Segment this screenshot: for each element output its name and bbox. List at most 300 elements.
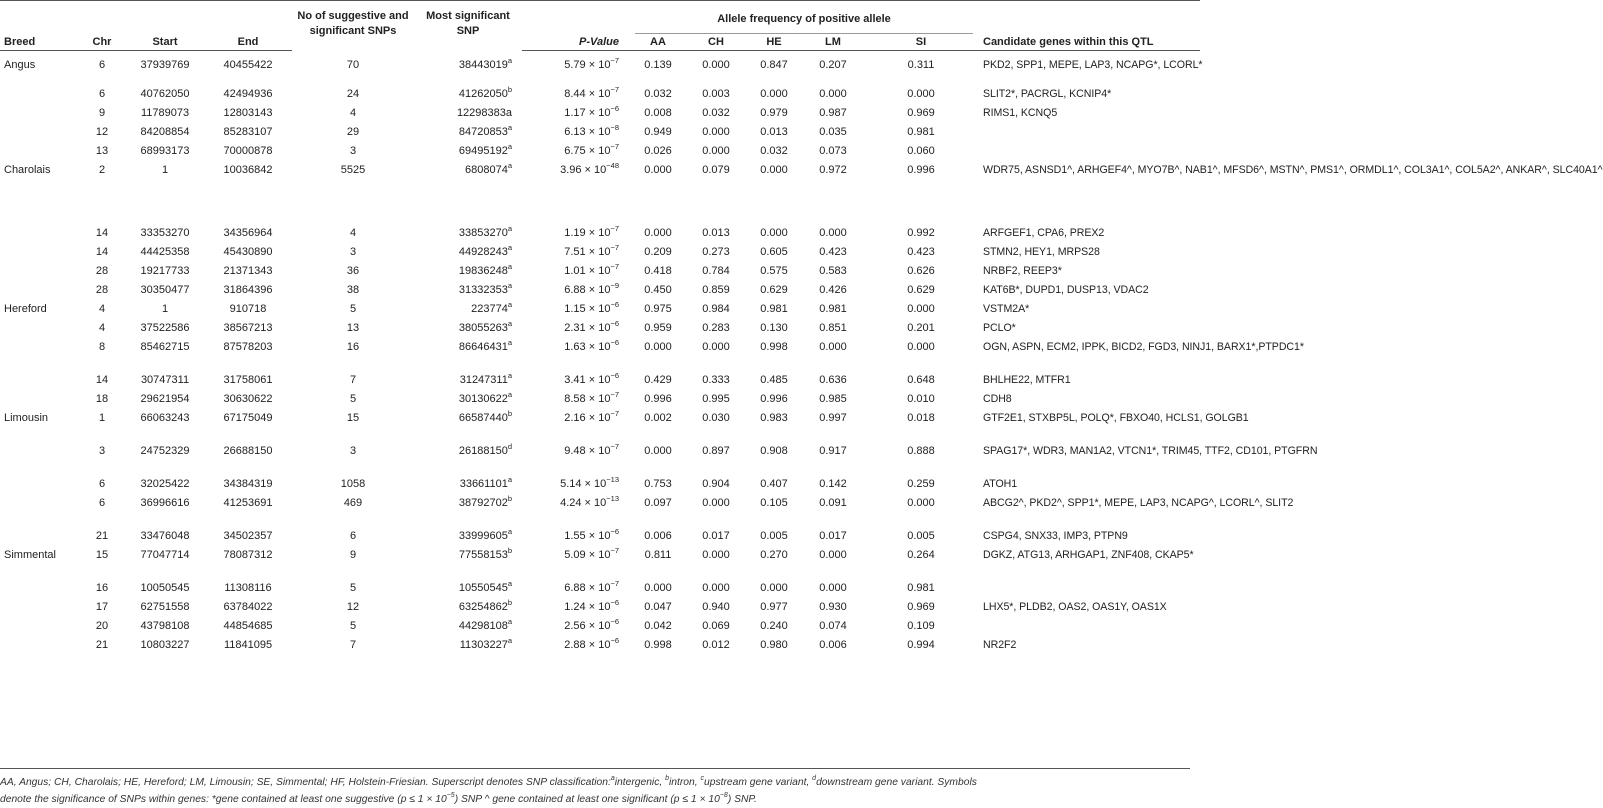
- cell-start: 10050545: [140, 581, 190, 594]
- cell-chr: 20: [95, 619, 109, 632]
- cell-end: 44854685: [223, 619, 273, 632]
- cell-aa: 0.975: [644, 302, 672, 315]
- cell-he: 0.996: [760, 392, 788, 405]
- cell-si: 0.626: [907, 264, 935, 277]
- cell-candidate-genes: WDR75, ASNSD1^, ARHGEF4^, MYO7B^, NAB1^, MFSD6^, MSTN^, PMS1^, ORMDL1^, COL3A1^, COL5A2^, ANKAR^, SLC40A1^: [983, 163, 1603, 176]
- cell-n-snps: 1058: [340, 477, 366, 490]
- cell-chr: 14: [95, 245, 109, 258]
- cell-lm: 0.142: [819, 477, 847, 490]
- table-row: [0, 408, 1200, 441]
- cell-candidate-genes: LHX5*, PLDB2, OAS2, OAS1Y, OAS1X: [983, 600, 1167, 613]
- cell-si: 0.000: [907, 496, 935, 509]
- cell-candidate-genes: ABCG2^, PKD2^, SPP1*, MEPE, LAP3, NCAPG^, LCORL^, SLIT2: [983, 496, 1294, 509]
- cell-aa: 0.418: [644, 264, 672, 277]
- cell-si: 0.629: [907, 283, 935, 296]
- cell-lm: 0.207: [819, 59, 847, 71]
- cell-end: 12803143: [223, 106, 273, 119]
- cell-most-sig-snp: 38443019$^a$: [458, 55, 512, 71]
- cell-ch: 0.940: [702, 600, 730, 613]
- cell-start: 24752329: [140, 444, 190, 457]
- cell-si: 0.010: [907, 392, 935, 405]
- cell-aa: 0.026: [644, 144, 672, 157]
- table-row: [0, 280, 1200, 299]
- cell-pvalue: $1.01 \times 10^{-7}$: [564, 261, 619, 277]
- cell-end: 45430890: [223, 245, 273, 258]
- cell-breed: Angus: [4, 59, 36, 71]
- cell-breed: Limousin: [4, 411, 49, 424]
- cell-ch: 0.859: [702, 283, 730, 296]
- cell-lm: 0.997: [819, 411, 847, 424]
- table-row: [0, 616, 1200, 635]
- cell-start: 37522586: [140, 321, 190, 334]
- cell-chr: 6: [98, 477, 106, 490]
- cell-start: 19217733: [140, 264, 190, 277]
- cell-n-snps: 12: [346, 600, 360, 613]
- cell-pvalue: $6.75 \times 10^{-7}$: [564, 141, 619, 157]
- cell-si: 0.648: [907, 373, 935, 386]
- cell-chr: 16: [95, 581, 109, 594]
- cell-aa: 0.000: [644, 340, 672, 353]
- cell-chr: 12: [95, 125, 109, 138]
- table-row: [0, 389, 1200, 408]
- table-row: [0, 578, 1200, 597]
- cell-start: 36996616: [140, 496, 190, 509]
- cell-pvalue: $8.58 \times 10^{-7}$: [564, 389, 619, 405]
- cell-pvalue: $3.41 \times 10^{-6}$: [564, 370, 619, 386]
- header-ch: CH: [687, 34, 745, 51]
- cell-lm: 0.583: [819, 264, 847, 277]
- cell-n-snps: 4: [349, 226, 357, 239]
- cell-end: 34384319: [223, 477, 273, 490]
- cell-he: 0.130: [760, 321, 788, 334]
- cell-aa: 0.959: [644, 321, 672, 334]
- cell-start: 85462715: [140, 340, 190, 353]
- cell-pvalue: $6.88 \times 10^{-9}$: [564, 280, 619, 296]
- cell-aa: 0.000: [644, 163, 672, 176]
- cell-most-sig-snp: 77558153$^b$: [458, 545, 512, 561]
- cell-ch: 0.984: [702, 302, 730, 315]
- cell-breed: [0, 318, 78, 337]
- cell-pvalue: $7.51 \times 10^{-7}$: [564, 242, 619, 258]
- cell-aa: 0.811: [644, 548, 672, 561]
- cell-most-sig-snp: 44298108$^a$: [458, 616, 512, 632]
- cell-start: 33353270: [140, 226, 190, 239]
- table-row: [0, 122, 1200, 141]
- cell-chr: 28: [95, 264, 109, 277]
- cell-he: 0.407: [760, 477, 788, 490]
- cell-lm: 0.423: [819, 245, 847, 258]
- cell-si: 0.981: [907, 125, 935, 138]
- cell-lm: 0.426: [819, 283, 847, 296]
- cell-end: 63784022: [223, 600, 273, 613]
- cell-pvalue: $4.24 \times 10^{-13}$: [560, 493, 619, 509]
- table-row: [0, 337, 1200, 370]
- cell-chr: 17: [95, 600, 109, 613]
- table-row: [0, 526, 1200, 545]
- cell-n-snps: 36: [346, 264, 360, 277]
- cell-pvalue: $9.48 \times 10^{-7}$: [564, 441, 619, 457]
- cell-lm: 0.091: [819, 496, 847, 509]
- cell-chr: 8: [98, 340, 106, 353]
- cell-si: 0.000: [907, 87, 935, 100]
- cell-start: 1: [161, 163, 169, 176]
- cell-chr: 3: [98, 444, 106, 457]
- cell-he: 0.981: [760, 302, 788, 315]
- cell-start: 66063243: [140, 411, 190, 424]
- cell-si: 0.264: [907, 548, 935, 561]
- cell-most-sig-snp: 63254862$^b$: [458, 597, 512, 613]
- cell-si: 0.000: [907, 302, 935, 315]
- cell-lm: 0.000: [819, 548, 847, 561]
- cell-ch: 0.079: [702, 163, 730, 176]
- cell-si: 0.994: [907, 638, 935, 651]
- table-row: [0, 635, 1200, 654]
- cell-candidate-genes: PCLO*: [983, 321, 1016, 334]
- header-pvalue: P-Value: [522, 34, 629, 51]
- cell-breed: [0, 84, 78, 103]
- cell-candidate-genes: RIMS1, KCNQ5: [983, 106, 1058, 119]
- cell-lm: 0.000: [819, 226, 847, 239]
- cell-si: 0.311: [907, 59, 935, 71]
- cell-he: 0.032: [760, 144, 788, 157]
- cell-candidate-genes: NRBF2, REEP3*: [983, 264, 1062, 277]
- cell-breed: [0, 261, 78, 280]
- cell-lm: 0.985: [819, 392, 847, 405]
- cell-chr: 4: [98, 321, 106, 334]
- header-row-top: [0, 1, 1200, 35]
- cell-ch: 0.003: [702, 87, 730, 100]
- cell-candidate-genes: GTF2E1, STXBP5L, POLQ*, FBXO40, HCLS1, GOLGB1: [983, 411, 1249, 424]
- cell-lm: 0.636: [819, 373, 847, 386]
- cell-aa: 0.006: [644, 529, 672, 542]
- cell-pvalue: $3.96 \times 10^{-48}$: [560, 160, 619, 176]
- cell-start: 40762050: [140, 87, 190, 100]
- cell-pvalue: $5.79 \times 10^{-7}$: [564, 56, 619, 71]
- cell-end: 11308116: [224, 581, 272, 594]
- cell-si: 0.969: [907, 106, 935, 119]
- cell-ch: 0.333: [702, 373, 730, 386]
- cell-n-snps: 15: [346, 411, 360, 424]
- cell-lm: 0.017: [819, 529, 847, 542]
- cell-aa: 0.000: [644, 226, 672, 239]
- cell-lm: 0.851: [819, 321, 847, 334]
- table-row: [0, 493, 1200, 526]
- cell-n-snps: 13: [346, 321, 360, 334]
- cell-lm: 0.981: [819, 302, 847, 315]
- cell-most-sig-snp: 11303227$^a$: [459, 635, 512, 651]
- header-n-snps: No of suggestive and significant SNPs: [297, 10, 409, 37]
- cell-lm: 0.000: [819, 87, 847, 100]
- cell-ch: 0.784: [702, 264, 730, 277]
- cell-breed: [0, 578, 78, 597]
- cell-si: 0.992: [907, 226, 935, 239]
- header-genes: Candidate genes within this QTL: [979, 34, 1200, 51]
- cell-ch: 0.995: [702, 392, 730, 405]
- cell-lm: 0.000: [819, 340, 847, 353]
- cell-ch: 0.000: [702, 340, 730, 353]
- cell-ch: 0.904: [702, 477, 730, 490]
- cell-candidate-genes: ARFGEF1, CPA6, PREX2: [983, 226, 1105, 239]
- cell-chr: 9: [98, 106, 106, 119]
- header-lm: LM: [803, 34, 863, 51]
- cell-n-snps: 5525: [340, 163, 366, 176]
- cell-pvalue: $1.63 \times 10^{-6}$: [564, 337, 619, 353]
- cell-ch: 0.000: [702, 144, 730, 157]
- header-row-main: [0, 34, 1200, 51]
- table-row: [0, 318, 1200, 337]
- cell-chr: 18: [95, 392, 109, 405]
- cell-pvalue: $2.88 \times 10^{-6}$: [564, 635, 619, 651]
- cell-aa: 0.097: [644, 496, 672, 509]
- cell-n-snps: 469: [343, 496, 363, 509]
- cell-start: 33476048: [140, 529, 190, 542]
- header-end: End: [204, 34, 292, 51]
- cell-most-sig-snp: 84720853$^a$: [458, 122, 512, 138]
- cell-pvalue: $1.15 \times 10^{-6}$: [564, 299, 619, 315]
- cell-most-sig-snp: 44928243$^a$: [458, 242, 512, 258]
- cell-breed: [0, 242, 78, 261]
- cell-candidate-genes: [979, 578, 1200, 597]
- cell-he: 0.270: [760, 548, 788, 561]
- cell-breed: Charolais: [4, 163, 51, 176]
- cell-si: 0.018: [907, 411, 935, 424]
- cell-breed: [0, 597, 78, 616]
- cell-n-snps: 24: [346, 87, 360, 100]
- table-row: [0, 51, 1200, 84]
- table-row: [0, 141, 1200, 160]
- cell-breed: Simmental: [4, 548, 56, 561]
- cell-he: 0.979: [760, 106, 788, 119]
- cell-aa: 0.047: [644, 600, 672, 613]
- cell-aa: 0.139: [644, 59, 672, 71]
- cell-candidate-genes: BHLHE22, MTFR1: [983, 373, 1071, 386]
- cell-pvalue: $1.55 \times 10^{-6}$: [564, 526, 619, 542]
- cell-start: 68993173: [140, 144, 190, 157]
- cell-pvalue: $5.09 \times 10^{-7}$: [564, 545, 619, 561]
- cell-most-sig-snp: 41262050$^b$: [458, 84, 512, 100]
- cell-breed: [0, 441, 78, 474]
- cell-start: 30747311: [140, 373, 190, 386]
- cell-candidate-genes: SPAG17*, WDR3, MAN1A2, VTCN1*, TRIM45, TTF2, CD101, PTGFRN: [983, 444, 1318, 457]
- cell-most-sig-snp: 10550545$^a$: [458, 578, 512, 594]
- cell-most-sig-snp: 33661101$^a$: [459, 474, 512, 490]
- cell-candidate-genes: [979, 141, 1200, 160]
- cell-start: 32025422: [140, 477, 190, 490]
- cell-he: 0.240: [760, 619, 788, 632]
- table-row: [0, 370, 1200, 389]
- cell-candidate-genes: [979, 616, 1200, 635]
- cell-breed: [0, 370, 78, 389]
- cell-start: 37939769: [140, 59, 190, 71]
- cell-most-sig-snp: 31247311$^a$: [459, 370, 512, 386]
- cell-candidate-genes: PKD2, SPP1, MEPE, LAP3, NCAPG*, LCORL*: [983, 59, 1203, 71]
- cell-candidate-genes: SLIT2*, PACRGL, KCNIP4*: [983, 87, 1112, 100]
- cell-start: 10803227: [140, 638, 190, 651]
- cell-n-snps: 29: [346, 125, 360, 138]
- cell-breed: [0, 389, 78, 408]
- cell-he: 0.000: [760, 581, 788, 594]
- cell-ch: 0.013: [702, 226, 730, 239]
- cell-pvalue: $1.19 \times 10^{-7}$: [564, 223, 619, 239]
- cell-most-sig-snp: 6808074$^a$: [465, 160, 512, 176]
- table-row: [0, 160, 1200, 223]
- cell-n-snps: 7: [349, 373, 357, 386]
- cell-start: 62751558: [140, 600, 190, 613]
- cell-end: 34356964: [223, 226, 273, 239]
- cell-lm: 0.035: [819, 125, 847, 138]
- cell-end: 41253691: [223, 496, 273, 509]
- cell-most-sig-snp: 30130622$^a$: [458, 389, 512, 405]
- cell-breed: [0, 103, 78, 122]
- cell-he: 0.105: [760, 496, 788, 509]
- table-row: [0, 84, 1200, 103]
- cell-start: 43798108: [140, 619, 190, 632]
- cell-aa: 0.209: [644, 245, 672, 258]
- cell-breed: [0, 141, 78, 160]
- cell-si: 0.259: [907, 477, 935, 490]
- cell-n-snps: 4: [349, 106, 357, 119]
- cell-most-sig-snp: 69495192$^a$: [458, 141, 512, 157]
- cell-n-snps: 6: [349, 529, 357, 542]
- cell-n-snps: 5: [349, 302, 357, 315]
- cell-n-snps: 70: [346, 58, 360, 71]
- table-row: [0, 103, 1200, 122]
- cell-most-sig-snp: 33853270$^a$: [458, 223, 512, 239]
- cell-most-sig-snp: 38792702$^b$: [458, 493, 512, 509]
- cell-breed: [0, 474, 78, 493]
- cell-end: 40455422: [223, 59, 273, 71]
- cell-chr: 28: [95, 283, 109, 296]
- cell-pvalue: $2.16 \times 10^{-7}$: [564, 408, 619, 424]
- cell-si: 0.888: [907, 444, 935, 457]
- cell-chr: 14: [95, 373, 109, 386]
- cell-aa: 0.000: [644, 444, 672, 457]
- header-most-sig: Most significant SNP: [426, 10, 510, 37]
- cell-most-sig-snp: 19836248$^a$: [458, 261, 512, 277]
- cell-aa: 0.753: [644, 477, 672, 490]
- cell-si: 0.000: [907, 340, 935, 353]
- cell-n-snps: 38: [346, 283, 360, 296]
- table-row: [0, 545, 1200, 578]
- header-allele-group: Allele frequency of positive allele: [629, 1, 979, 35]
- cell-si: 0.109: [907, 619, 935, 632]
- cell-chr: 6: [98, 496, 106, 509]
- cell-ch: 0.032: [702, 106, 730, 119]
- cell-chr: 6: [98, 87, 106, 100]
- cell-si: 0.969: [907, 600, 935, 613]
- cell-end: 42494936: [223, 87, 273, 100]
- cell-si: 0.981: [907, 581, 935, 594]
- cell-pvalue: $2.31 \times 10^{-6}$: [564, 318, 619, 334]
- cell-lm: 0.930: [819, 600, 847, 613]
- cell-n-snps: 5: [349, 619, 357, 632]
- cell-he: 0.629: [760, 283, 788, 296]
- cell-aa: 0.949: [644, 125, 672, 138]
- table-body: [0, 51, 1603, 654]
- cell-end: 85283107: [223, 125, 273, 138]
- cell-most-sig-snp: 86646431$^a$: [458, 337, 512, 353]
- cell-lm: 0.074: [819, 619, 847, 632]
- header-breed: Breed: [0, 34, 78, 51]
- cell-most-sig-snp: 66587440$^b$: [458, 408, 512, 424]
- cell-candidate-genes: [979, 122, 1200, 141]
- cell-end: 910718: [229, 302, 267, 315]
- cell-pvalue: $2.56 \times 10^{-6}$: [564, 616, 619, 632]
- cell-breed: [0, 616, 78, 635]
- cell-end: 67175049: [223, 411, 273, 424]
- cell-candidate-genes: DGKZ, ATG13, ARHGAP1, ZNF408, CKAP5*: [983, 548, 1194, 561]
- cell-n-snps: 9: [349, 548, 357, 561]
- cell-lm: 0.006: [819, 638, 847, 651]
- cell-chr: 15: [95, 548, 109, 561]
- cell-candidate-genes: STMN2, HEY1, MRPS28: [983, 245, 1100, 258]
- cell-n-snps: 16: [346, 340, 360, 353]
- cell-candidate-genes: VSTM2A*: [983, 302, 1030, 315]
- cell-candidate-genes: CDH8: [983, 392, 1012, 405]
- cell-aa: 0.450: [644, 283, 672, 296]
- cell-he: 0.013: [760, 125, 788, 138]
- cell-end: 38567213: [223, 321, 273, 334]
- cell-aa: 0.000: [644, 581, 672, 594]
- header-aa: AA: [629, 34, 687, 51]
- cell-n-snps: 5: [349, 392, 357, 405]
- cell-n-snps: 5: [349, 581, 357, 594]
- cell-breed: [0, 635, 78, 654]
- cell-si: 0.005: [907, 529, 935, 542]
- cell-start: 1: [161, 302, 169, 315]
- cell-si: 0.423: [907, 245, 935, 258]
- header-he: HE: [745, 34, 803, 51]
- cell-pvalue: $6.88 \times 10^{-7}$: [564, 578, 619, 594]
- cell-most-sig-snp: 38055263$^a$: [458, 318, 512, 334]
- cell-ch: 0.000: [702, 125, 730, 138]
- cell-lm: 0.972: [819, 163, 847, 176]
- cell-ch: 0.000: [702, 59, 730, 71]
- cell-breed: [0, 122, 78, 141]
- cell-end: 30630622: [223, 392, 273, 405]
- cell-chr: 14: [95, 226, 109, 239]
- cell-end: 11841095: [223, 638, 273, 651]
- cell-end: 10036842: [223, 163, 273, 176]
- cell-chr: 1: [98, 411, 106, 424]
- cell-candidate-genes: ATOH1: [983, 477, 1018, 490]
- table-row: [0, 441, 1200, 474]
- cell-he: 0.908: [760, 444, 788, 457]
- cell-aa: 0.998: [644, 638, 672, 651]
- table-row: [0, 261, 1200, 280]
- table-row: [0, 474, 1200, 493]
- cell-he: 0.000: [760, 163, 788, 176]
- cell-most-sig-snp: 31332353$^a$: [458, 280, 512, 296]
- cell-he: 0.005: [760, 529, 788, 542]
- cell-lm: 0.917: [819, 444, 847, 457]
- cell-aa: 0.429: [644, 373, 672, 386]
- header-si: SI: [863, 34, 979, 51]
- cell-breed: [0, 280, 78, 299]
- cell-chr: 21: [95, 529, 109, 542]
- cell-aa: 0.008: [644, 106, 672, 119]
- cell-n-snps: 3: [349, 444, 357, 457]
- cell-start: 77047714: [140, 548, 190, 561]
- cell-start: 30350477: [140, 283, 190, 296]
- cell-si: 0.996: [907, 163, 935, 176]
- table-row: [0, 242, 1200, 261]
- cell-breed: [0, 526, 78, 545]
- cell-start: 29621954: [140, 392, 190, 405]
- cell-end: 78087312: [223, 548, 273, 561]
- cell-most-sig-snp: 12298383a: [456, 106, 512, 119]
- cell-breed: [0, 223, 78, 242]
